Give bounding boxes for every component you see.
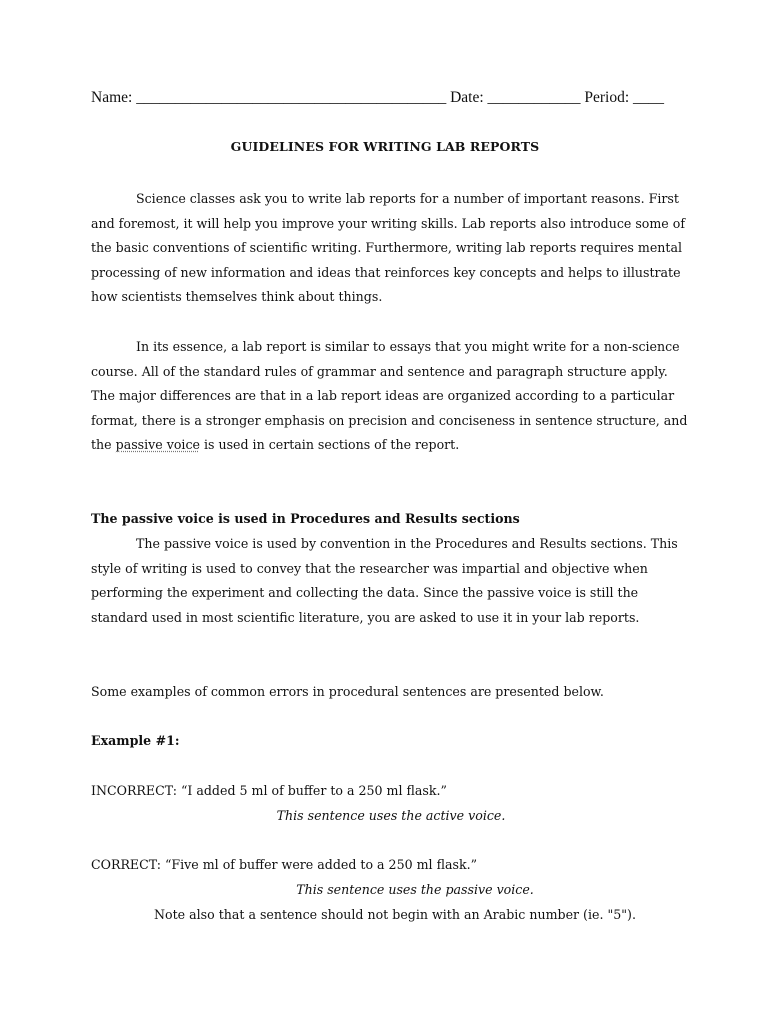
- intro-paragraph: [91, 187, 691, 310]
- passive-voice-paragraph: [91, 532, 691, 630]
- name-date-period-line: Name: ________________________________________ Date: ____________ Period: ____: [91, 89, 665, 106]
- incorrect-example: INCORRECT: “I added 5 ml of buffer to a 250 ml flask.”: [91, 783, 447, 798]
- document-title: GUIDELINES FOR WRITING LAB REPORTS: [230, 139, 540, 154]
- essence-text-after: is used in certain sections of the report.: [199, 437, 460, 453]
- essence-paragraph: [91, 335, 691, 458]
- arabic-number-note: Note also that a sentence should not begin with an Arabic number (ie. "5").: [154, 907, 636, 922]
- passive-voice-paragraph-text: The passive voice is used by convention in the Procedures and Results sections. This style of writing is used to convey that the researcher was impartial and objective when performing the experiment and collecting the data. Since the passive voice is still the standard used in most scientific literature, you are asked to use it in your lab reports.: [91, 536, 678, 625]
- intro-paragraph-text: Science classes ask you to write lab reports for a number of important reasons. First and foremost, it will help you improve your writing skills. Lab reports also introduce some of the basic conventions of scientific writing. Furthermore, writing lab reports requires mental processing of new information and ideas that reinforces key concepts and helps to illustrate how scientists themselves think about things.: [91, 191, 686, 305]
- passive-voice-link: passive voice: [115, 437, 200, 453]
- correct-note: This sentence uses the passive voice.: [296, 882, 534, 897]
- section-heading: The passive voice is used in Procedures and Results sections: [91, 511, 520, 526]
- example-heading: Example #1:: [91, 733, 180, 748]
- incorrect-note: This sentence uses the active voice.: [276, 808, 506, 823]
- examples-intro: Some examples of common errors in procedural sentences are presented below.: [91, 684, 604, 699]
- correct-example: CORRECT: “Five ml of buffer were added to a 250 ml flask.”: [91, 857, 478, 872]
- essence-text-before: In its essence, a lab report is similar to essays that you might write for a non-science course. All of the standard rules of grammar and sentence and paragraph structure apply. The major differences are that in a lab report ideas are organized according to a particular format, there is a stronger emphasis on precision and conciseness in sentence structure, and the: [91, 339, 688, 453]
